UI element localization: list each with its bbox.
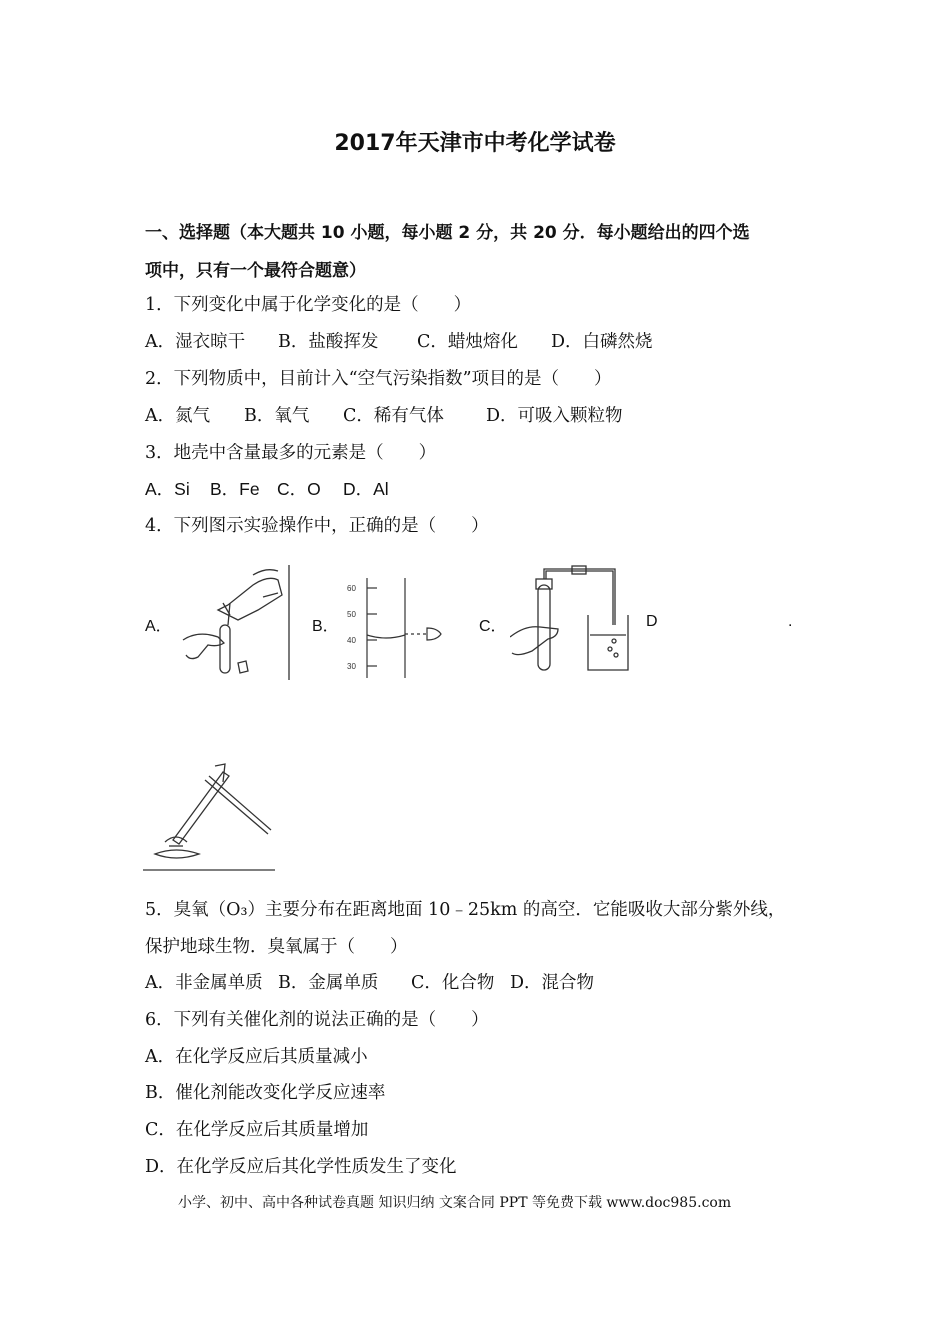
q2-stem: 2．下列物质中，目前计入“空气污染指数”项目的是（ ） [145, 369, 612, 389]
q3-option-c: C．O [277, 479, 321, 499]
q4-cylinder-tick-30: 30 [347, 662, 356, 671]
q5-options [145, 969, 594, 994]
q3-options [145, 476, 389, 501]
q4-label-a: A． [145, 618, 172, 635]
q2-option-a: A．氮气 [145, 406, 211, 426]
q1-options [145, 328, 653, 353]
q1-stem: 1．下列变化中属于化学变化的是（ ） [145, 295, 472, 315]
q4-stem: 4．下列图示实验操作中，正确的是（ ） [145, 516, 489, 536]
q6-stem: 6．下列有关催化剂的说法正确的是（ ） [145, 1010, 489, 1030]
q3-option-b: B．Fe [210, 479, 260, 499]
q5-stem-line1: 5．臭氧（O₃）主要分布在距离地面 10﹣25km 的高空．它能吸收大部分紫外线， [145, 900, 786, 920]
q6-option-d: D．在化学反应后其化学性质发生了变化 [145, 1157, 457, 1177]
q2-options [145, 402, 623, 427]
q2-option-b: B．氧气 [244, 406, 310, 426]
q3-option-d: D．Al [343, 479, 389, 499]
q4-label-c: C． [479, 618, 507, 635]
q4-figure-b [345, 578, 455, 678]
q4-cylinder-tick-60: 60 [347, 584, 356, 593]
q1-option-a: A．湿衣晾干 [145, 332, 246, 352]
q3-stem: 3．地壳中含量最多的元素是（ ） [145, 443, 437, 463]
q4-cylinder-tick-50: 50 [347, 610, 356, 619]
q5-option-b: B．金属单质 [278, 973, 379, 993]
q4-cylinder-tick-40: 40 [347, 636, 356, 645]
q4-label-d: D [646, 613, 658, 630]
section-heading-line2: 项中，只有一个最符合题意） [145, 261, 366, 281]
q4-figure-a [178, 565, 293, 680]
q5-option-a: A．非金属单质 [145, 973, 263, 993]
q1-option-c: C．蜡烛熔化 [417, 332, 518, 352]
q6-option-a: A．在化学反应后其质量减小 [145, 1047, 368, 1067]
section-heading-line1: 一、选择题（本大题共 10 小题，每小题 2 分，共 20 分．每小题给出的四个选 [145, 223, 750, 243]
q4-figure-c [510, 565, 635, 675]
q6-option-b: B．催化剂能改变化学反应速率 [145, 1083, 386, 1103]
q2-option-d: D．可吸入颗粒物 [486, 406, 623, 426]
q5-stem-line2: 保护地球生物．臭氧属于（ ） [145, 937, 408, 957]
page-title: 2017年天津市中考化学试卷 [334, 131, 616, 156]
q4-label-dot: . [788, 613, 793, 630]
q5-option-d: D．混合物 [510, 973, 595, 993]
page-footer: 小学、初中、高中各种试卷真题 知识归纳 文案合同 PPT 等免费下载 www.doc985.com [178, 1195, 732, 1211]
q4-label-b: B． [312, 618, 339, 635]
q1-option-b: B．盐酸挥发 [278, 332, 379, 352]
q6-option-c: C．在化学反应后其质量增加 [145, 1120, 369, 1140]
q4-figure-d [143, 762, 275, 872]
q2-option-c: C．稀有气体 [343, 406, 444, 426]
q1-option-d: D．白磷然烧 [551, 332, 653, 352]
q3-option-a: A．Si [145, 479, 190, 499]
q5-option-c: C．化合物 [411, 973, 495, 993]
